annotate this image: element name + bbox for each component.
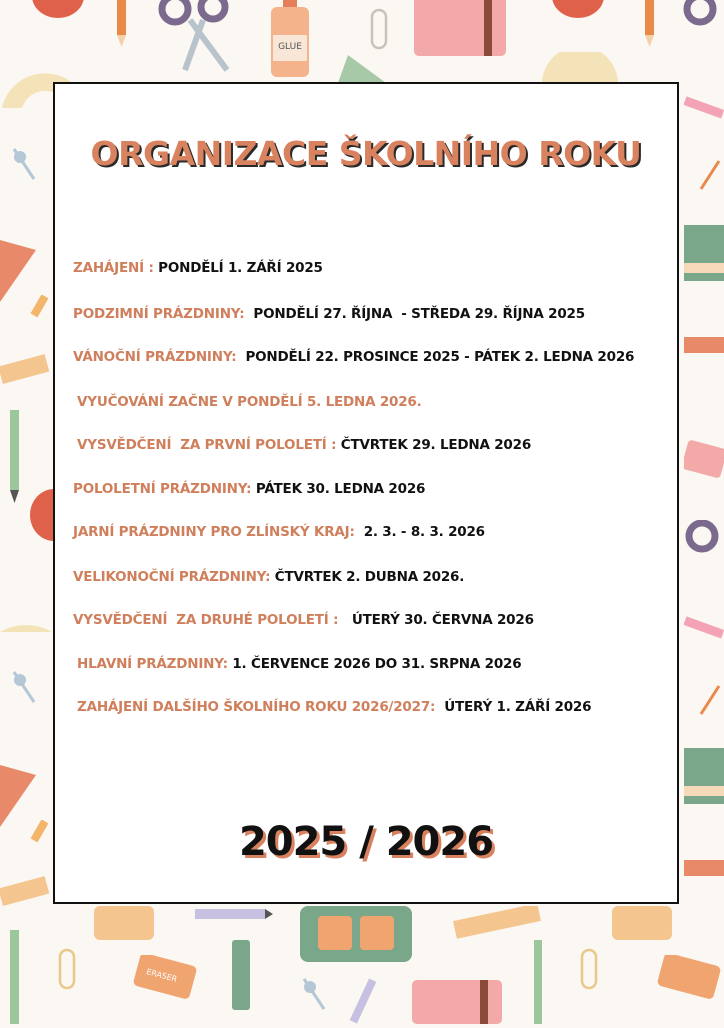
schedule-label: POLOLETNÍ PRÁZDNINY: — [73, 481, 256, 497]
schedule-value: 2. 3. - 8. 3. 2026 — [363, 524, 485, 540]
eraser-icon — [92, 906, 157, 950]
pencil-icon — [112, 0, 132, 54]
scissors-icon — [682, 520, 724, 574]
paperclip-icon — [578, 948, 602, 996]
schedule-row — [73, 612, 534, 628]
schedule-row — [73, 524, 485, 540]
notebook-icon — [410, 980, 505, 1028]
eraser-icon — [656, 955, 724, 1009]
scissors-icon — [680, 0, 724, 39]
schedule-value: ÚTERÝ 30. ČERVNA 2026 — [347, 612, 534, 628]
pushpin-icon — [697, 155, 724, 199]
schedule-value: PONDĚLÍ 1. ZÁŘÍ 2025 — [158, 260, 323, 276]
marker-icon — [226, 940, 256, 1028]
pencil-icon — [640, 0, 660, 54]
schedule-row — [77, 394, 422, 410]
schedule-label: VYSVĚDČENÍ ZA DRUHÉ POLOLETÍ : — [73, 612, 348, 628]
eraser-icon — [132, 955, 202, 1009]
schedule-value: PONDĚLÍ 22. PROSINCE 2025 - PÁTEK 2. LEDNA 2026 — [245, 349, 635, 365]
schedule-row — [77, 656, 521, 672]
pushpin-icon — [10, 145, 40, 189]
protractor-icon — [0, 570, 55, 639]
pencil-icon — [684, 615, 724, 649]
pushpin-icon — [300, 975, 330, 1019]
eraser-label: ERASER — [145, 967, 179, 984]
schedule-label: PODZIMNÍ PRÁZDNINY: — [73, 306, 254, 322]
pen-icon — [345, 978, 385, 1028]
book-icon — [684, 748, 724, 812]
schedule-label: ZAHÁJENÍ : — [73, 260, 159, 276]
pencil-icon — [684, 95, 724, 129]
schedule-row — [77, 699, 591, 715]
schedule-value: PÁTEK 30. LEDNA 2026 — [255, 481, 426, 497]
paperclip-icon — [368, 8, 392, 56]
glue-bottle-icon — [265, 0, 315, 89]
pen-icon — [195, 905, 275, 929]
schedule-row — [73, 569, 464, 585]
schedule-value: PONDĚLÍ 27. ŘÍJNA - STŘEDA 29. ŘÍJNA 2025 — [253, 306, 585, 322]
schedule-label: VYSVĚDČENÍ ZA PRVNÍ POLOLETÍ : — [77, 437, 341, 453]
paperclip-icon — [56, 948, 80, 996]
apple-icon — [548, 0, 608, 26]
schedule-row — [73, 260, 323, 276]
pen-icon — [6, 930, 26, 1028]
schedule-label: JARNÍ PRÁZDNINY PRO ZLÍNSKÝ KRAJ: — [73, 524, 364, 540]
schedule-row — [77, 437, 531, 453]
ruler-icon — [684, 858, 724, 884]
pen-icon — [6, 410, 26, 509]
schedule-label: VYUČOVÁNÍ ZAČNE V PONDĚLÍ 5. LEDNA 2026. — [77, 394, 422, 410]
pushpin-icon — [10, 668, 40, 712]
pen-icon — [528, 940, 548, 1028]
apple-icon — [28, 0, 88, 28]
schedule-label: ZAHÁJENÍ DALŠÍHO ŠKOLNÍHO ROKU 2026/2027: — [77, 699, 445, 715]
schedule-value: ČTVRTEK 2. DUBNA 2026. — [274, 569, 465, 585]
ruler-icon — [0, 872, 50, 916]
schedule-label: VELIKONOČNÍ PRÁZDNINY: — [73, 569, 275, 585]
backpack-icon — [296, 906, 416, 970]
eraser-icon — [684, 440, 724, 484]
pencil-icon — [30, 820, 52, 854]
pushpin-icon — [697, 680, 724, 724]
eraser-icon — [610, 906, 675, 950]
schedule-value: ÚTERÝ 1. ZÁŘÍ 2026 — [444, 699, 592, 715]
schedule-value: 1. ČERVENCE 2026 DO 31. SRPNA 2026 — [232, 656, 522, 672]
ruler-icon — [684, 335, 724, 361]
schedule-label: VÁNOČNÍ PRÁZDNINY: — [73, 349, 246, 365]
ruler-icon — [0, 350, 50, 394]
page-title: ORGANIZACE ŠKOLNÍHO ROKU — [90, 134, 642, 173]
glue-label: GLUE — [278, 42, 302, 52]
book-icon — [684, 225, 724, 289]
schedule-card — [53, 82, 679, 904]
schedule-row — [73, 306, 585, 322]
notebook-icon — [412, 0, 512, 64]
ruler-icon — [452, 906, 542, 944]
schedule-value: ČTVRTEK 29. LEDNA 2026 — [340, 437, 532, 453]
schedule-row — [73, 481, 425, 497]
schedule-row — [73, 349, 634, 365]
pencil-icon — [30, 295, 52, 329]
schedule-label: HLAVNÍ PRÁZDNINY: — [77, 656, 233, 672]
school-year-label: 2025 / 2026 — [238, 819, 494, 865]
scissors-icon — [155, 0, 240, 79]
